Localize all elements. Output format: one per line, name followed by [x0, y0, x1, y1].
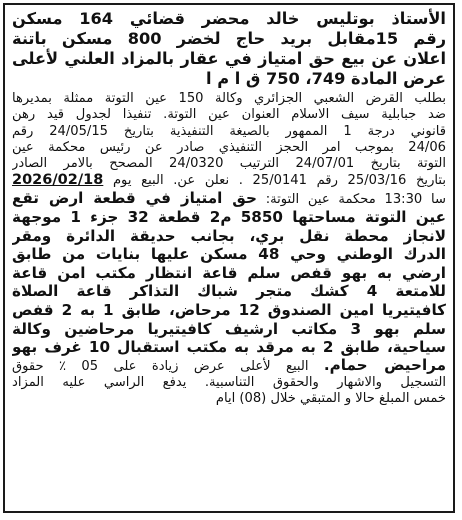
sale-time-text: سا 13:30 محكمة عين التوتة: [256, 191, 446, 207]
property-intro: حق امتياز في قطعة ارض تقع [12, 189, 257, 207]
property-line: لانجاز محطة نقل بري، بجانب حديقة الدائرة ومقر [12, 226, 446, 245]
property-description [12, 208, 446, 357]
terms-line [12, 357, 446, 375]
heading-line: رقم 15مقابل بريد حاج لخضر 800 مسكن باتنة [12, 29, 447, 48]
property-line: كافيتيريا امين الصندوق 12 مرحاض، طابق 1 به 2 قفص [12, 301, 446, 320]
terms-line: خمس المبلغ حالا و المتبقي خلال (08) ايام [215, 391, 446, 407]
notice-heading [12, 9, 446, 89]
property-line: ارضي به بهو قفص سلم قاعة انتظار مكتب امن قاعة [12, 263, 446, 282]
property-line: سياحية، طابق 2 به مرقد به مكتب استقبال 10 غرف بهو [12, 338, 446, 357]
body-line: قانوني درجة 1 الممهور بالصيغة التنفيذية بتاريخ 24/05/15 رقم [12, 123, 446, 139]
sale-date-line [12, 172, 446, 189]
body-line: ضد جبابلية سيف الاسلام العنوان عين التوتة. تنفيذا لجدول قيد رهن [12, 107, 446, 123]
body-line: 24/06 بموجب امر الحجز التنفيذي صادر عن رئيس محكمة عين [12, 139, 446, 155]
heading-line: الأستاذ بوتليس خالد محضر قضائي 164 مسكن [12, 9, 446, 28]
property-line: للامتعة 4 كشك متجر شباك التذاكر قاعة الصلاة [12, 282, 446, 301]
sale-date-prefix: بتاريخ 25/03/16 رقم 25/0141 . نعلن عن. البيع يوم [112, 173, 446, 189]
heading-line: اعلان عن بيع حق امتياز في عقار بالمزاد العلني لأعلى [12, 49, 446, 68]
property-line: عين التوتة مساحتها 5850 م2 قطعة 32 جزء 1 موجهة [12, 208, 446, 227]
terms-text: البيع لأعلى عرض زيادة على 05 ٪ حقوق [12, 358, 309, 374]
body-line: التوتة بتاريخ 24/07/01 الترتيب 24/0320 المصحح بالامر الصادر [12, 156, 446, 172]
heading-line: عرض المادة 749، 750 ق ا م ا [206, 69, 446, 88]
property-line: الدرك الوطني وحي 48 مسكن عليها بنايات من طابق [12, 245, 446, 264]
terms-line: التسجيل والاشهار والحقوق التناسبية. يدفع الراسي عليه المزاد [12, 375, 446, 391]
property-line: سلم بهو 3 مكاتب ارشيف كافيتيريا مرحاضين وكالة [12, 319, 446, 338]
notice-body [12, 91, 446, 208]
legal-notice [3, 3, 455, 513]
sale-date: 2026/02/18 [12, 172, 104, 189]
body-line: بطلب القرض الشعبي الجزائري وكالة 150 عين التوتة ممثلة بمديرها [12, 91, 446, 106]
sale-time-line [12, 190, 446, 208]
sale-terms [12, 357, 446, 408]
terms-bold: مراحيض حمام. [323, 356, 446, 374]
